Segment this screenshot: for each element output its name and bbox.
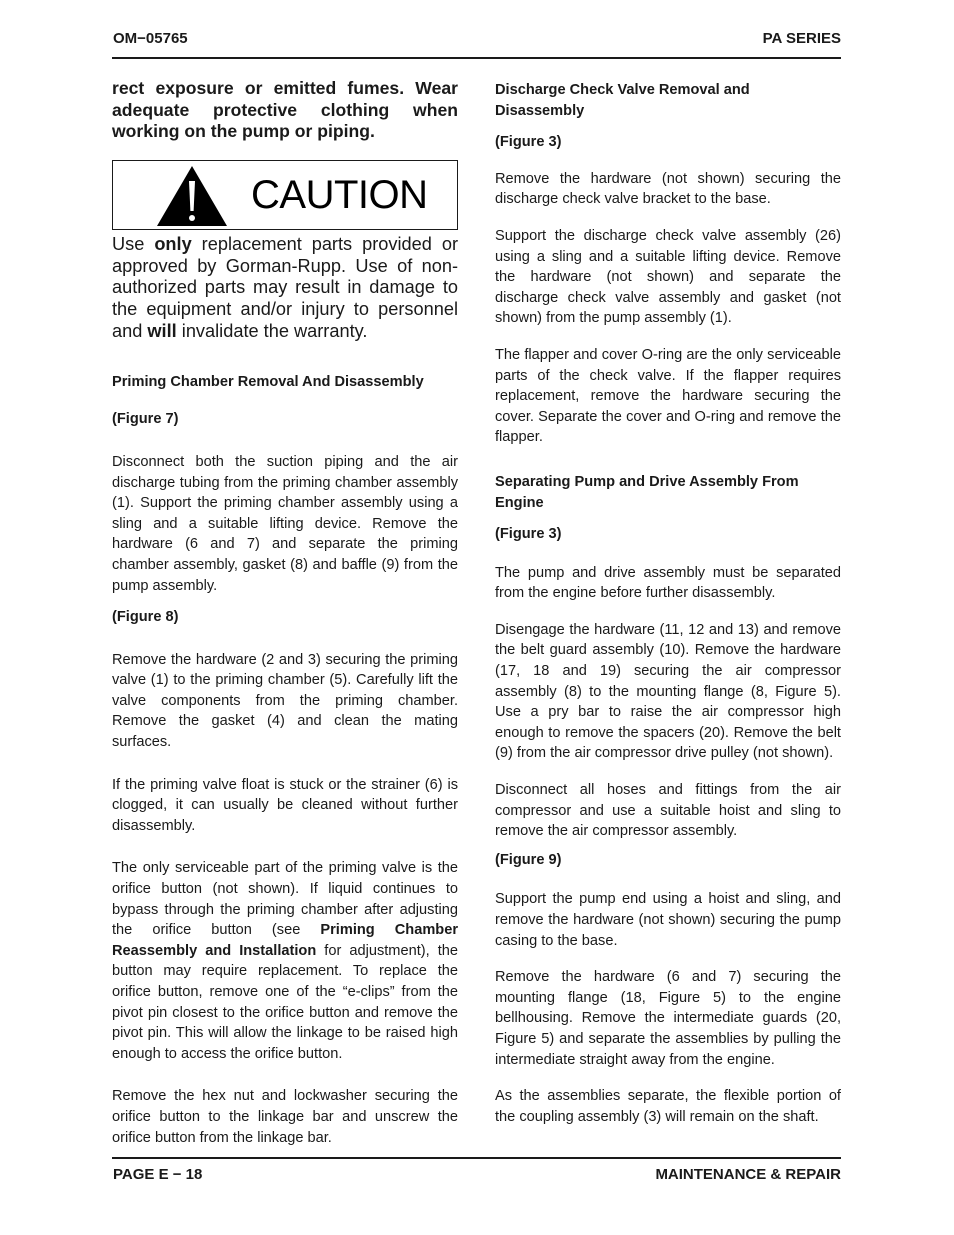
separating-para-5: Remove the hardware (6 and 7) securing the mounting flange (18, Figure 5) to the engine bellhousing. Remove the intermediate guards (20, Figure 5) and separate the assemblies by pulling the intermediate straight away from the engine. xyxy=(495,969,841,1068)
figure-7-ref: (Figure 7) xyxy=(112,411,179,428)
priming-para-1: Disconnect both the suction piping and the air discharge tubing from the priming chamber assembly (1). Support the priming chamber assembly using a sling and a suitable lifting device. Remove the hardware (6 and 7) and separate the priming chamber assembly, gasket (8) and baffle (9) from the pump assembly. xyxy=(112,453,458,594)
separating-para-2: Disengage the hardware (11, 12 and 13) and remove the belt guard assembly (10). Remove the hardware (17, 18 and 19) securing the air compressor assembly (8) to the mounting flange (8, Figure 5). Use a pry bar to raise the air compressor high enough to remove the spacers (20). Remove the belt (9) from the air compressor drive pulley (not shown). xyxy=(495,621,841,762)
priming-para-4: The only serviceable part of the priming valve is the orifice button (not shown). If liquid continues to bypass through the priming chamber after adjusting the orifice button (see Priming Chamber Reassembly and Installation for adjustment), the button may require replacement. To replace the orifice button, remove one of the “e-clips” from the pivot pin closest to the orifice button and remove the pivot pin. This will allow the linkage to be raised high enough to access the orifice button. xyxy=(112,860,459,1062)
right-column xyxy=(495,80,841,1127)
priming-para-5: Remove the hex nut and lockwasher securing the orifice button to the linkage bar and unscrew the orifice button from the linkage bar. xyxy=(112,1088,458,1146)
caution-label: CAUTION xyxy=(251,172,428,217)
discharge-check-heading: Discharge Check Valve Removal and Disassembly xyxy=(495,82,750,119)
priming-para-2: Remove the hardware (2 and 3) securing the priming valve (1) to the priming chamber (5). Carefully lift the valve components from the priming chamber. Remove the gasket (4) and clean the mating surfaces. xyxy=(112,651,458,751)
caution-message: Use only replacement parts provided or approved by Gorman-Rupp. Use of non-authorized parts may result in damage to the equipment and/or injury to personnel and will invalidate the warranty. xyxy=(112,233,458,341)
header-rule xyxy=(112,57,841,59)
caution-banner xyxy=(112,160,458,230)
separating-para-4: Support the pump end using a hoist and sling, and remove the hardware (not shown) securing the pump casing to the base. xyxy=(495,891,841,949)
warning-triangle-icon xyxy=(155,164,229,228)
separating-para-1: The pump and drive assembly must be separated from the engine before further disassembly. xyxy=(495,564,841,602)
document-number: OM−05765 xyxy=(113,30,188,47)
warning-continuation: rect exposure or emitted fumes. Wear adequate protective clothing when working on the pump or piping. xyxy=(112,78,458,142)
series-title: PA SERIES xyxy=(762,30,841,47)
page-number: PAGE E − 18 xyxy=(113,1166,203,1183)
left-column xyxy=(112,78,458,1148)
section-title: MAINTENANCE & REPAIR xyxy=(655,1166,841,1183)
footer-rule xyxy=(112,1157,841,1159)
figure-3-ref-a: (Figure 3) xyxy=(495,134,562,151)
figure-8-ref: (Figure 8) xyxy=(112,609,179,626)
figure-3-ref-b: (Figure 3) xyxy=(495,526,562,543)
priming-para-3: If the priming valve float is stuck or the strainer (6) is clogged, it can usually be cleaned without further disassembly. xyxy=(112,776,458,834)
discharge-para-3: The flapper and cover O-ring are the only serviceable parts of the check valve. If the flapper requires replacement, remove the hardware securing the cover. Separate the cover and O-ring and remove the flapper. xyxy=(495,346,841,446)
discharge-para-1: Remove the hardware (not shown) securing the discharge check valve bracket to the base. xyxy=(495,170,841,208)
priming-chamber-heading: Priming Chamber Removal And Disassembly xyxy=(112,373,424,390)
separating-heading: Separating Pump and Drive Assembly From Engine xyxy=(495,473,799,511)
separating-para-6: As the assemblies separate, the flexible portion of the coupling assembly (3) will remain on the shaft. xyxy=(495,1088,841,1125)
figure-9-ref: (Figure 9) xyxy=(495,851,562,868)
separating-para-3: Disconnect all hoses and fittings from the air compressor and use a suitable hoist and sling to remove the air compressor assembly. xyxy=(495,782,841,840)
discharge-para-2: Support the discharge check valve assembly (26) using a sling and a suitable lifting device. Remove the hardware (not shown) and separate the discharge check valve assembly and gasket (not shown) from the pump assembly (1). xyxy=(495,227,841,327)
